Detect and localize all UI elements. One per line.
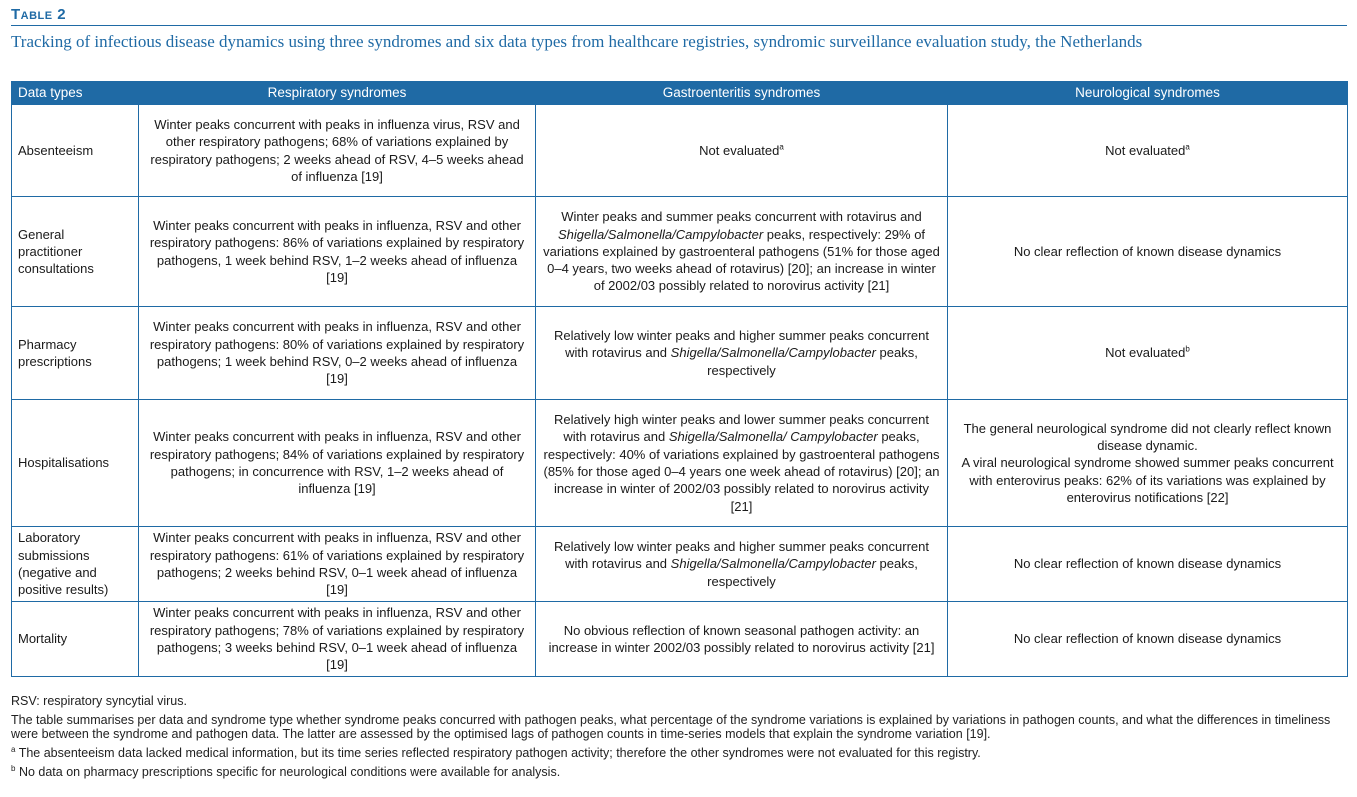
pathogen-names: Shigella/Salmonella/Campylobacter (557, 226, 764, 242)
gastroenteritis-cell (536, 400, 948, 527)
footnote-mark: a (11, 744, 16, 754)
footnote-a (11, 746, 1341, 760)
neurological-cell: No clear reflection of known disease dynamics (948, 197, 1348, 307)
gastroenteritis-cell (536, 307, 948, 400)
row-type: Mortality (12, 602, 139, 677)
cell-text: Relatively high winter peaks and lower summer peaks concurrent with rotavirus and (553, 412, 929, 445)
cell-text: Relatively low winter peaks and higher summer peaks concurrent with rotavirus and (553, 539, 929, 572)
table-row (12, 527, 1348, 602)
gastroenteritis-cell (536, 197, 948, 307)
header-row (12, 82, 1348, 105)
col-header-gastroenteritis: Gastroenteritis syndromes (536, 82, 948, 105)
footnote-mark: b (11, 763, 16, 773)
table-row (12, 602, 1348, 677)
footnote-text: The absenteeism data lacked medical information, but its time series reflected respiratory pathogen activity; therefore the other syndromes were not evaluated for this registry. (18, 746, 981, 760)
cell-text: Relatively low winter peaks and higher summer peaks concurrent with rotavirus and (553, 328, 929, 361)
cell-text: peaks, respectively: 29% of variations explained by gastroenteral pathogens (51% for those aged 0–4 years, two weeks ahead of rotavirus) [20]; an increase in winter of 2002/03 possibly related to norovirus activity [21] (543, 226, 940, 294)
cell-text: The general neurological syndrome did not clearly reflect known disease dynamic. (963, 420, 1332, 454)
row-type: Laboratory submissions (negative and positive results) (12, 527, 139, 602)
table-row (12, 400, 1348, 527)
cell-text: Not evaluated (1105, 142, 1186, 158)
respiratory-cell: Winter peaks concurrent with peaks in influenza, RSV and other respiratory pathogens: 86% of variations explained by respiratory pathogens, 1 week behind RSV, 1–2 weeks ahead of influenza [19] (139, 197, 536, 307)
footnote-mark: a (1185, 142, 1190, 152)
pathogen-names: Shigella/Salmonella/Campylobacter (670, 556, 876, 572)
pathogen-names: Shigella/Salmonella/ Campylobacter (668, 429, 878, 445)
respiratory-cell: Winter peaks concurrent with peaks in influenza, RSV and other respiratory pathogens; 84% of variations explained by respiratory pathogens; in concurrence with RSV, 1–2 weeks ahead of influenza [19] (139, 400, 536, 527)
col-header-respiratory: Respiratory syndromes (139, 82, 536, 105)
respiratory-cell: Winter peaks concurrent with peaks in influenza, RSV and other respiratory pathogens: 61% of variations explained by respiratory pathogens; 2 weeks behind RSV, 0–1 week ahead of influenza [19] (139, 527, 536, 602)
gastroenteritis-cell (536, 105, 948, 197)
gastroenteritis-cell (536, 527, 948, 602)
neurological-cell (948, 307, 1348, 400)
row-type: Absenteeism (12, 105, 139, 197)
cell-text: peaks, respectively (707, 556, 918, 589)
pathogen-names: Shigella/Salmonella/Campylobacter (670, 345, 876, 361)
gastroenteritis-cell: No obvious reflection of known seasonal pathogen activity: an increase in winter 2002/03 possibly related to norovirus activity [21] (536, 602, 948, 677)
respiratory-cell: Winter peaks concurrent with peaks in influenza, RSV and other respiratory pathogens; 78% of variations explained by respiratory pathogens; 3 weeks behind RSV, 0–1 week ahead of influenza [19] (139, 602, 536, 677)
row-type: General practitioner consultations (12, 197, 139, 307)
note-summary: The table summarises per data and syndrome type whether syndrome peaks concurred with pathogen peaks, what percentage of the syndrome variations is explained by variations in pathogen counts, and what the differences in timeliness were between the syndrome and pathogen data. The latter are assessed by the optimised lags of pathogen counts in time-series models that explain the syndrome variation [19]. (11, 713, 1331, 741)
respiratory-cell: Winter peaks concurrent with peaks in influenza virus, RSV and other respiratory pathogens; 68% of variations explained by respiratory pathogens; 2 weeks ahead of RSV, 4–5 weeks ahead of influenza [19] (139, 105, 536, 197)
footnote-mark: b (1185, 345, 1190, 355)
table-row (12, 307, 1348, 400)
cell-text: peaks, respectively (707, 345, 918, 378)
neurological-cell (948, 400, 1348, 527)
note-abbreviation: RSV: respiratory syncytial virus. (11, 694, 187, 708)
cell-text: A viral neurological syndrome showed summer peaks concurrent with enterovirus peaks: 62% of its variations was explained by enterovirus notifications [22] (961, 455, 1334, 505)
table-title: Tracking of infectious disease dynamics using three syndromes and six data types from healthcare registries, syndromic surveillance evaluation study, the Netherlands (11, 32, 1143, 51)
col-header-neurological: Neurological syndromes (948, 82, 1348, 105)
table-label: Table 2 (11, 6, 1347, 26)
document (11, 6, 1347, 779)
row-type: Pharmacy prescriptions (12, 307, 139, 400)
footnote-mark: a (779, 142, 784, 152)
col-header-data-types: Data types (12, 82, 139, 105)
cell-text: Not evaluated (1105, 345, 1186, 361)
table-notes (11, 694, 1341, 784)
cell-text: Not evaluated (699, 142, 780, 158)
cell-text: Winter peaks and summer peaks concurrent with rotavirus and (561, 209, 922, 225)
table-row (12, 197, 1348, 307)
footnote-b (11, 765, 1341, 779)
cell-text: peaks, respectively: 40% of variations explained by gastroenteral pathogens (85% for those aged 0–4 years one week ahead of rotavirus) [20]; an increase in winter of 2002/03 possibly related to norovirus activity [21] (543, 429, 940, 514)
data-table (11, 81, 1348, 677)
neurological-cell: No clear reflection of known disease dynamics (948, 602, 1348, 677)
neurological-cell (948, 105, 1348, 197)
respiratory-cell: Winter peaks concurrent with peaks in influenza, RSV and other respiratory pathogens: 80% of variations explained by respiratory pathogens; 1 week behind RSV, 0–2 weeks ahead of influenza [19] (139, 307, 536, 400)
table-row (12, 105, 1348, 197)
neurological-cell: No clear reflection of known disease dynamics (948, 527, 1348, 602)
footnote-text: No data on pharmacy prescriptions specific for neurological conditions were available for analysis. (18, 765, 561, 779)
row-type: Hospitalisations (12, 400, 139, 527)
